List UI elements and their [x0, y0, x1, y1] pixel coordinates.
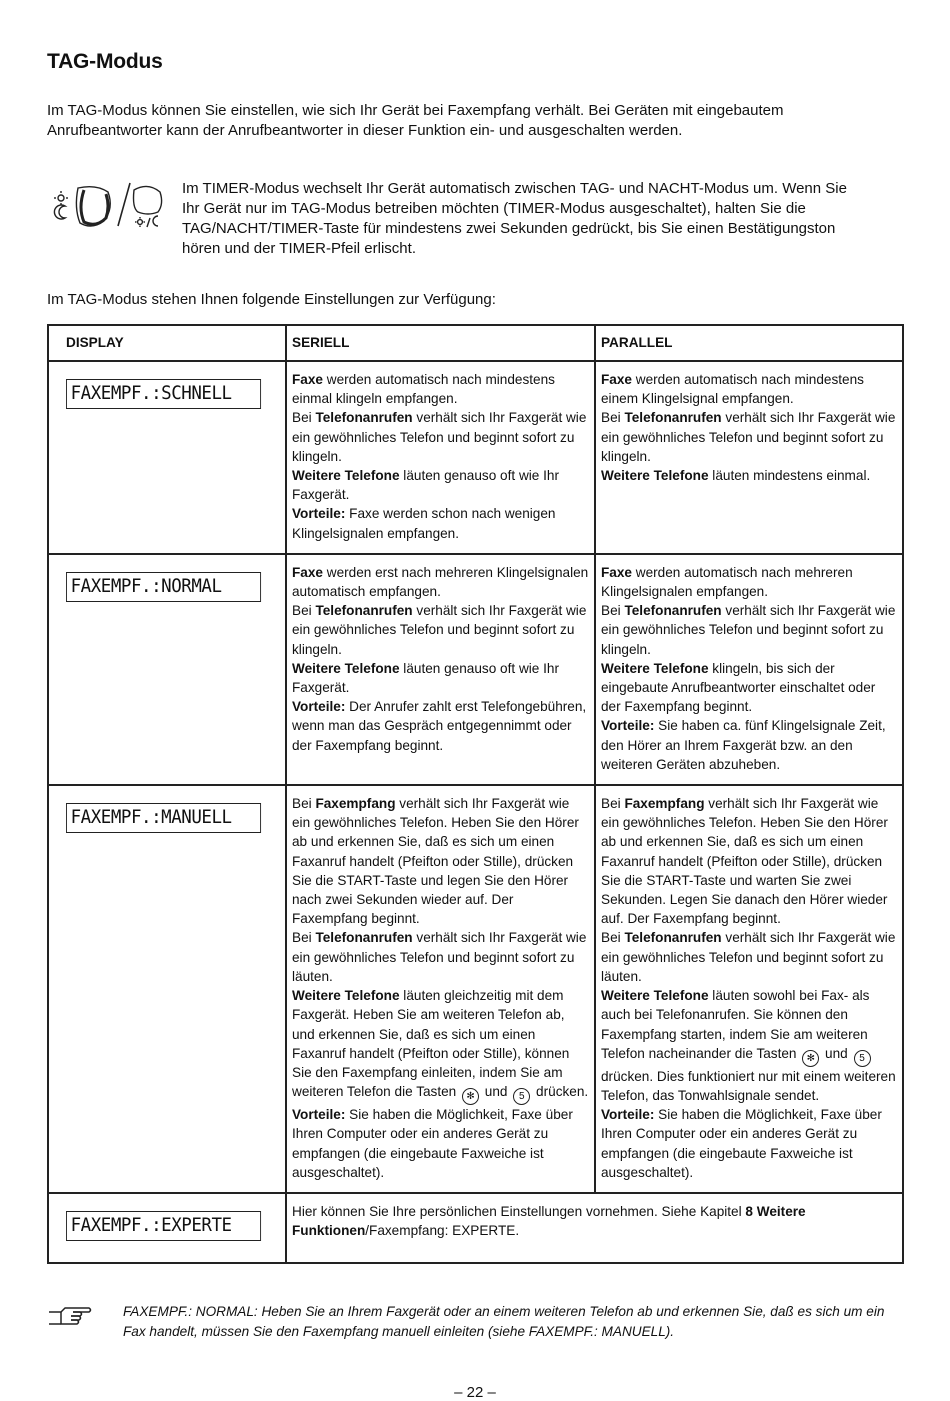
lcd-display: FAXEMPF.:MANUELL	[66, 803, 261, 833]
text-run: Faxe werden schon nach wenigen Klingelsignalen empfangen.	[292, 506, 556, 541]
text-run: werden erst nach mehreren Klingelsignalen automatisch empfangen.	[292, 564, 589, 600]
text-run: drücken.	[532, 1084, 589, 1100]
text-run: verhält sich Ihr Faxgerät wie ein gewöhnliches Telefon und beginnt sofort zu klingeln.	[292, 410, 587, 464]
bold-term: 8 Weitere Funktionen	[292, 1203, 806, 1239]
bold-term: Weitere Telefone	[601, 468, 709, 484]
cell-paragraph	[292, 563, 589, 601]
text-run: verhält sich Ihr Faxgerät wie ein gewöhnliches Telefon. Heben Sie den Hörer ab und erkennen Sie, daß es sich um einen Faxanruf handelt (Pfeifton oder Stille), drücken Sie die START-Taste und legen Sie den Hörer nach zwei Sekunden wieder auf. Der Faxempfang beginnt.	[292, 796, 579, 927]
cell-paragraph	[292, 986, 589, 1105]
bold-term: Vorteile:	[292, 1107, 346, 1123]
parallel-cell	[595, 785, 903, 1193]
cell-paragraph	[601, 986, 897, 1105]
bold-term: Telefonanrufen	[315, 930, 413, 946]
text-run: und	[821, 1045, 852, 1061]
text-run: läuten sowohl bei Fax- als auch bei Telefonanrufen. Sie können den Faxempfang starten, indem Sie am weiteren Telefon nacheinander die Tasten	[601, 988, 870, 1061]
text-run: klingeln, bis sich der eingebaute Anrufbeantworter einschaltet oder der Faxempfang beginnt.	[601, 660, 876, 715]
settings-intro: Im TAG-Modus stehen Ihnen folgende Einstellungen zur Verfügung:	[47, 291, 496, 308]
text-run: läuten genauso oft wie Ihr Faxgerät.	[292, 468, 559, 503]
intro-paragraph: Im TAG-Modus können Sie einstellen, wie sich Ihr Gerät bei Faxempfang verhält. Bei Geräten mit eingebautem Anrufbeantworter kann der Anrufbeantworter in dieser Funktion ein- und ausgeschalten werden.	[47, 102, 784, 139]
cell-paragraph	[601, 370, 897, 408]
parallel-cell	[595, 554, 903, 785]
text-run: Sie haben die Möglichkeit, Faxe über Ihren Computer oder ein anderes Gerät zu empfangen (die eingebaute Faxweiche ist ausgeschaltet).	[292, 1107, 573, 1180]
pointing-hand-icon	[47, 1304, 93, 1328]
cell-paragraph	[601, 928, 897, 986]
cell-paragraph	[601, 601, 897, 659]
bold-term: Weitere Telefone	[292, 660, 400, 676]
display-cell	[48, 785, 286, 1193]
bold-term: Telefonanrufen	[624, 930, 722, 946]
page-title: TAG-Modus	[47, 50, 163, 73]
text-run: verhält sich Ihr Faxgerät wie ein gewöhnliches Telefon und beginnt sofort zu klingeln.	[601, 410, 896, 464]
seriell-cell	[286, 785, 595, 1193]
table-row	[48, 361, 903, 554]
bold-term: Vorteile:	[292, 699, 346, 715]
text-run: Bei	[292, 410, 316, 426]
bold-term: Weitere Telefone	[292, 468, 400, 484]
cell-paragraph	[601, 563, 897, 601]
text-run: verhält sich Ihr Faxgerät wie ein gewöhnliches Telefon und beginnt sofort zu klingeln.	[601, 603, 896, 657]
bold-term: Vorteile:	[601, 1107, 655, 1123]
cell-paragraph	[601, 716, 897, 774]
bold-term: Telefonanrufen	[624, 410, 722, 426]
text-run: Bei	[601, 796, 625, 812]
bold-term: Weitere Telefone	[601, 988, 709, 1004]
display-cell	[48, 1193, 286, 1263]
bold-term: Telefonanrufen	[315, 603, 413, 619]
cell-paragraph	[292, 928, 589, 986]
text-run: /Faxempfang: EXPERTE.	[365, 1223, 520, 1239]
bold-term: Faxempfang	[624, 796, 705, 812]
lcd-display: FAXEMPF.:SCHNELL	[66, 379, 261, 409]
column-header-seriell: SERIELL	[286, 325, 595, 361]
column-header-parallel: PARALLEL	[595, 325, 903, 361]
cell-paragraph	[292, 504, 589, 542]
text-run: werden automatisch nach mindestens einmal klingeln empfangen.	[292, 372, 555, 407]
cell-paragraph	[292, 1105, 589, 1182]
page-number: – 22 –	[454, 1384, 496, 1401]
text-run: läuten genauso oft wie Ihr Faxgerät.	[292, 660, 559, 696]
text-run: verhält sich Ihr Faxgerät wie ein gewöhnliches Telefon und beginnt sofort zu läuten.	[601, 930, 896, 984]
cell-paragraph	[601, 794, 897, 928]
text-run: läuten gleichzeitig mit dem Faxgerät. Heben Sie am weiteren Telefon ab, und erkennen Sie, daß es sich um einen Faxanruf handelt (Pfeifton oder Stille), können Sie den Faxempfang einleiten, indem Sie am weiteren Telefon die Tasten	[292, 988, 570, 1100]
bold-term: Weitere Telefone	[292, 988, 400, 1004]
cell-paragraph	[292, 1202, 897, 1240]
seriell-cell	[286, 361, 595, 554]
cell-paragraph	[292, 697, 589, 755]
star-key-icon: ✻	[462, 1088, 479, 1105]
bold-term: Faxe	[292, 564, 323, 580]
text-run: drücken. Dies funktioniert nur mit einem weiteren Telefon, das Tonwahlsignale sendet.	[601, 1068, 896, 1103]
table-row	[48, 785, 903, 1193]
cell-paragraph	[601, 466, 897, 485]
text-run: Sie haben ca. fünf Klingelsignale Zeit, den Hörer an Ihrem Faxgerät bzw. an den weiteren Geräten abzuheben.	[601, 718, 886, 772]
column-header-display: DISPLAY	[48, 325, 286, 361]
cell-paragraph	[292, 794, 589, 928]
bold-term: Telefonanrufen	[624, 603, 722, 619]
cell-paragraph	[292, 659, 589, 697]
cell-paragraph	[601, 1105, 897, 1182]
lcd-display: FAXEMPF.:NORMAL	[66, 572, 261, 602]
timer-description: Im TIMER-Modus wechselt Ihr Gerät automatisch zwischen TAG- und NACHT-Modus um. Wenn Sie Ihr Gerät nur im TAG-Modus betreiben möchten (TIMER-Modus ausgeschaltet), halten Sie die TAG/NACHT/TIMER-Taste für mindestens zwei Sekunden gedrückt, bis Sie einen Bestätigungston hören und der TIMER-Pfeil erlischt.	[182, 180, 847, 257]
note-text: FAXEMPF.: NORMAL: Heben Sie an Ihrem Faxgerät oder an einem weiteren Telefon ab und erkennen Sie, daß es sich um ein Fax handelt, müssen Sie den Faxempfang manuell einleiten (siehe FAXEMPF.: MANUELL).	[123, 1304, 885, 1339]
text-run: Bei	[292, 603, 316, 619]
text-run: werden automatisch nach mindestens einem Klingelsignal empfangen.	[601, 372, 864, 407]
parallel-cell	[595, 361, 903, 554]
key-5-icon: 5	[854, 1050, 871, 1067]
text-run: verhält sich Ihr Faxgerät wie ein gewöhnliches Telefon und beginnt sofort zu klingeln.	[292, 603, 587, 657]
text-run: verhält sich Ihr Faxgerät wie ein gewöhnliches Telefon. Heben Sie den Hörer ab und erkennen Sie, daß es sich um einen Faxanruf handelt (Pfeifton oder Stille), drücken Sie die START-Taste und warten Sie zwei Sekunden. Legen Sie danach den Hörer wieder auf. Der Faxempfang beginnt.	[601, 796, 888, 927]
lcd-display: FAXEMPF.:EXPERTE	[66, 1211, 261, 1241]
merged-cell	[286, 1193, 903, 1263]
bold-term: Faxe	[601, 564, 632, 580]
text-run: Bei	[601, 603, 625, 619]
text-run: Bei	[601, 930, 625, 946]
display-cell	[48, 554, 286, 785]
day-night-timer-key-icon	[52, 178, 172, 238]
text-run: Hier können Sie Ihre persönlichen Einstellungen vornehmen. Siehe Kapitel	[292, 1203, 746, 1219]
bold-term: Faxempfang	[315, 796, 396, 812]
key-5-icon: 5	[513, 1088, 530, 1105]
timer-info-block	[52, 178, 902, 268]
text-run: und	[481, 1084, 512, 1100]
text-run: Bei	[292, 796, 316, 812]
display-cell	[48, 361, 286, 554]
text-run: Der Anrufer zahlt erst Telefongebühren, wenn man das Gespräch entgegennimmt oder der Faxempfang beginnt.	[292, 699, 587, 753]
note-block	[47, 1302, 897, 1352]
cell-paragraph	[601, 659, 897, 717]
cell-paragraph	[292, 466, 589, 504]
text-run: Bei	[601, 410, 625, 426]
table-header-row	[48, 325, 903, 361]
table-row	[48, 554, 903, 785]
cell-paragraph	[292, 408, 589, 466]
bold-term: Faxe	[292, 372, 323, 387]
table-row	[48, 1193, 903, 1263]
cell-paragraph	[601, 408, 897, 466]
mode-settings-table	[47, 324, 904, 1264]
bold-term: Weitere Telefone	[601, 660, 709, 676]
text-run: Bei	[292, 930, 316, 946]
text-run: verhält sich Ihr Faxgerät wie ein gewöhnliches Telefon und beginnt sofort zu läuten.	[292, 930, 587, 984]
bold-term: Telefonanrufen	[315, 410, 413, 426]
cell-paragraph	[292, 601, 589, 659]
text-run: läuten mindestens einmal.	[708, 468, 871, 484]
bold-term: Vorteile:	[601, 718, 655, 734]
text-run: werden automatisch nach mehreren Klingelsignalen empfangen.	[601, 564, 853, 600]
bold-term: Vorteile:	[292, 506, 346, 522]
seriell-cell	[286, 554, 595, 785]
text-run: Sie haben die Möglichkeit, Faxe über Ihren Computer oder ein anderes Gerät zu empfangen (die eingebaute Faxweiche ist ausgeschaltet).	[601, 1107, 882, 1180]
bold-term: Faxe	[601, 372, 632, 387]
cell-paragraph	[292, 370, 589, 408]
star-key-icon: ✻	[802, 1050, 819, 1067]
